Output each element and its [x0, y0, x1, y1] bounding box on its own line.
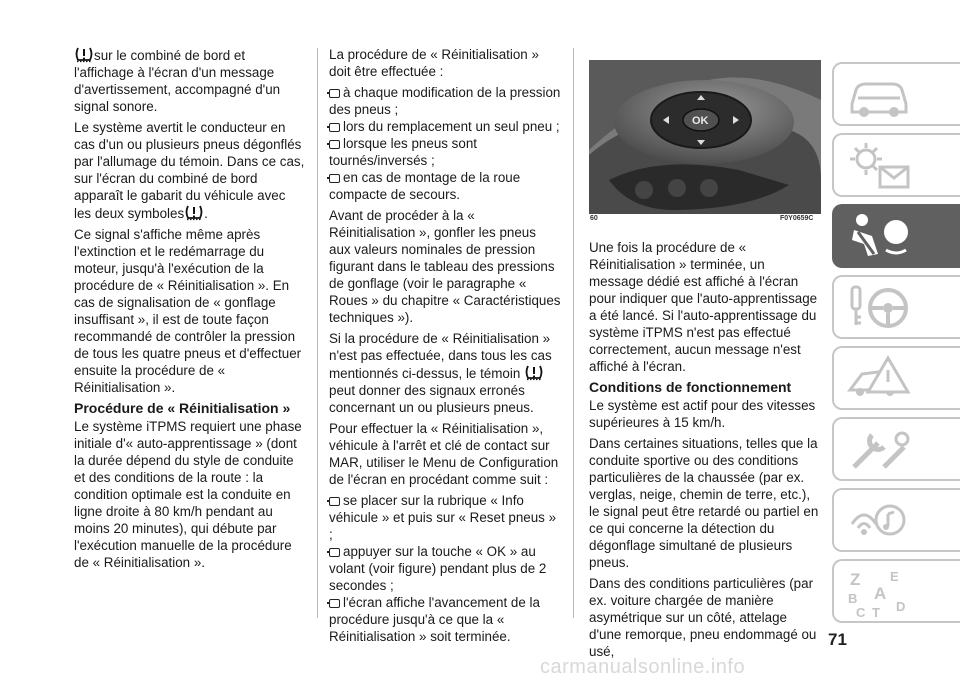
bullet-icon — [329, 548, 340, 557]
figure-code: F0Y0659C — [780, 215, 814, 222]
bullet-item: à chaque modification de la pression des pneus ; — [329, 85, 561, 117]
svg-text:T: T — [872, 605, 880, 619]
bullet-icon — [329, 174, 340, 183]
column-divider — [573, 48, 574, 618]
steering-wheel-controls-photo — [589, 60, 821, 214]
figure-number: 60 — [590, 215, 598, 222]
light-message-icon — [844, 139, 914, 193]
tab-safety[interactable] — [832, 204, 960, 268]
bullet-icon — [329, 599, 340, 608]
car-icon — [844, 68, 914, 122]
col1-paragraph-3: Ce signal s'affiche même après l'extinction et le redémarrage du moteur, jusqu'à l'exécution de la procédure de « Réinitialisation ». En cas de signalisation de « gonflage insuffisant », il est de toute façon recommandé de contrôler la pression de tous les quatre pneus et d'effectuer ensuite la procédure de « Réinitialisation ». — [74, 227, 302, 395]
tab-maintenance[interactable] — [832, 417, 960, 481]
svg-text:E: E — [890, 569, 899, 584]
alphabetical-index-icon — [844, 565, 914, 619]
column-divider — [317, 48, 318, 618]
col2-paragraph-2: Avant de procéder à la « Réinitialisation », gonfler les pneus aux valeurs nominales de pression figurant dans le tableau des pressions de gonflage (voir le paragraphe « Roues » du chapitre « Caractéristiques techniques »). — [329, 208, 561, 325]
tab-warning-lights[interactable] — [832, 133, 960, 197]
bullet-icon — [329, 497, 340, 506]
steering-wheel-illustration — [589, 60, 821, 214]
tab-emergency[interactable] — [832, 346, 960, 410]
svg-text:Z: Z — [850, 570, 861, 589]
col2-paragraph-4: Pour effectuer la « Réinitialisation », véhicule à l'arrêt et clé de contact sur MAR, utiliser le Menu de Configuration de l'écran en procédant comme suit : — [329, 421, 559, 487]
tire-pressure-warning-icon — [524, 364, 544, 381]
col1-paragraph-1: sur le combiné de bord et l'affichage à l'écran d'un message d'avertissement, accompagné d'un signal sonore. — [74, 48, 281, 114]
col1-paragraph-4: Le système iTPMS requiert une phase initiale d'« auto-apprentissage » (dont la durée dépend du style de conduite et des conditions de la route : la condition optimale est la conduite en ligne droite à 80 km/h pendant au moins 20 minutes), qui débute par l'exécution manuelle de la procédure de « Réinitialisation ». — [74, 419, 302, 570]
tire-pressure-warning-icon — [184, 204, 204, 221]
col2-paragraph-3: Si la procédure de « Réinitialisation » n'est pas effectuée, dans tous les cas mentionnés ci-dessus, le témoin peut donner des signaux erronés concernant un ou plusieurs pneus. — [329, 331, 552, 415]
column-1 — [74, 46, 306, 575]
chapter-tabs — [832, 62, 960, 630]
col3-paragraph-4: Dans des conditions particulières (par ex. voiture chargée de manière asymétrique sur un côté, attelage d'une remorque, pneu endommagé ou usé, — [589, 576, 817, 659]
section-heading-reinitialisation: Procédure de « Réinitialisation » — [74, 400, 291, 416]
bullet-item: lors du remplacement un seul pneu ; — [329, 118, 561, 135]
col3-paragraph-2: Le système est actif pour des vitesses supérieures à 15 km/h. — [589, 398, 816, 430]
section-heading-conditions: Conditions de fonctionnement — [589, 379, 792, 395]
ok-button-label: OK — [692, 115, 709, 127]
tab-multimedia[interactable] — [832, 488, 960, 552]
tire-pressure-warning-icon — [74, 46, 94, 63]
column-2 — [329, 46, 561, 645]
col3-paragraph-1: Une fois la procédure de « Réinitialisation » terminée, un message dédié est affiché à l'écran pour indiquer que l'auto-apprentissage a été lancé. Si l'auto-apprentissage du système iTPMS n'est pas effectué correctement, aucun message n'est affiché à l'écran. — [589, 240, 818, 374]
bullet-icon — [329, 140, 340, 149]
bullet-item: appuyer sur la touche « OK » au volant (voir figure) pendant plus de 2 secondes ; — [329, 544, 547, 593]
bullet-item: en cas de montage de la roue compacte de secours. — [329, 170, 521, 202]
bullet-icon — [329, 123, 340, 132]
bullet-item: se placer sur la rubrique « Info véhicule » et puis sur « Reset pneus » ; — [329, 493, 557, 542]
tab-starting-driving[interactable] — [832, 275, 960, 339]
page-number: 71 — [828, 630, 847, 649]
bullet-item: lorsque les pneus sont tournés/inversés ; — [329, 136, 477, 168]
tab-vehicle[interactable] — [832, 62, 960, 126]
wrench-tools-icon — [844, 423, 914, 477]
watermark: carmanualsonline.info — [540, 656, 746, 678]
svg-text:B: B — [848, 591, 858, 606]
col3-paragraph-3: Dans certaines situations, telles que la conduite sportive ou des conditions particulières de la chaussée (par ex. verglas, neige, chemin de terre, etc.), le signal peut être retardé ou partiel en ce qui concerne la détection du dégonflage simultané de plusieurs pneus. — [589, 436, 819, 570]
svg-text:C: C — [856, 605, 866, 619]
airbag-passenger-icon — [844, 210, 914, 264]
emergency-triangle-icon — [844, 352, 914, 406]
column-3 — [589, 239, 821, 664]
bullet-icon — [329, 89, 340, 98]
tab-index[interactable] — [832, 559, 960, 623]
svg-text:A: A — [874, 584, 887, 603]
svg-text:D: D — [896, 599, 906, 614]
col2-paragraph-1: La procédure de « Réinitialisation » doit être effectuée : — [329, 47, 539, 79]
col1-paragraph-2: Le système avertit le conducteur en cas d'un ou plusieurs pneus dégonflés par l'allumage du témoin. Dans ce cas, sur l'écran du combiné de bord apparaît le gabarit du véhicule avec les deux symboles . — [74, 120, 305, 221]
bullet-item: l'écran affiche l'avancement de la procédure jusqu'à ce que la « Réinitialisation » soit terminée. — [329, 595, 540, 644]
multimedia-icon — [844, 494, 914, 548]
key-steering-wheel-icon — [844, 281, 914, 335]
